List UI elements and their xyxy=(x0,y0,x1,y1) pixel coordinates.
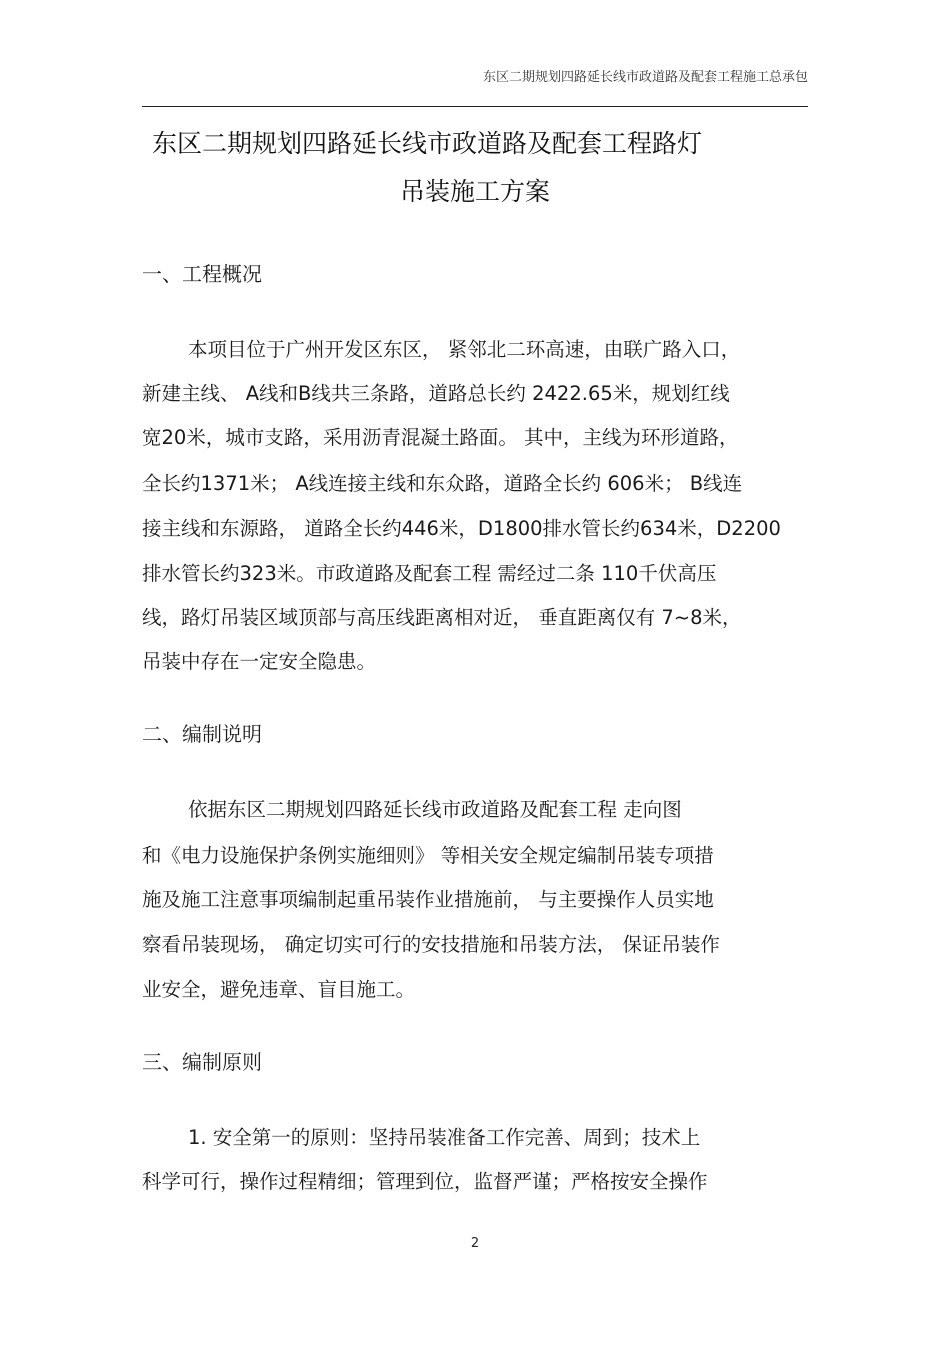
document-title-line-2: 吊装施工方案 xyxy=(399,177,550,206)
document-title-line-1: 东区二期规划四路延长线市政道路及配套工程路灯 xyxy=(152,129,703,158)
section-heading-compilation-principles: 三、编制原则 xyxy=(142,1050,262,1074)
paragraph-line: 科学可行，操作过程精细；管理到位，监督严谨；严格按安全操作 xyxy=(142,1170,708,1193)
paragraph-line: 施及施工注意事项编制起重吊装作业措施前， 与主要操作人员实地 xyxy=(142,888,714,911)
paragraph-line: 新建主线、 A线和B线共三条路，道路总长约 2422.65米，规划红线 xyxy=(142,382,730,405)
paragraph-line: 依据东区二期规划四路延长线市政道路及配套工程 走向图 xyxy=(188,798,682,821)
paragraph-line: 吊装中存在一定安全隐患。 xyxy=(142,650,377,673)
paragraph-line: 1. 安全第一的原则：坚持吊装准备工作完善、周到；技术上 xyxy=(188,1126,701,1149)
paragraph-line: 全长约1371米； A线连接主线和东众路，道路全长约 606米； B线连 xyxy=(142,472,743,495)
page-number: 2 xyxy=(470,1236,480,1251)
section-heading-compilation-notes: 二、编制说明 xyxy=(142,722,262,746)
running-header: 东区二期规划四路延长线市政道路及配套工程施工总承包 xyxy=(482,70,808,85)
paragraph-line: 本项目位于广州开发区东区， 紧邻北二环高速，由联广路入口， xyxy=(188,338,741,361)
paragraph-line: 线，路灯吊装区域顶部与高压线距离相对近， 垂直距离仅有 7~8米， xyxy=(142,606,742,629)
paragraph-line: 察看吊装现场， 确定切实可行的安技措施和吊装方法， 保证吊装作 xyxy=(142,933,720,956)
paragraph-line: 宽20米，城市支路，采用沥青混凝土路面。 其中，主线为环形道路， xyxy=(142,426,739,449)
header-divider xyxy=(142,106,808,107)
paragraph-line: 和《电力设施保护条例实施细则》 等相关安全规定编制吊装专项措 xyxy=(142,844,714,867)
section-heading-overview: 一、工程概况 xyxy=(142,262,262,286)
paragraph-line: 排水管长约323米。市政道路及配套工程 需经过二条 110千伏高压 xyxy=(142,562,717,585)
paragraph-line: 业安全，避免违章、盲目施工。 xyxy=(142,978,416,1001)
paragraph-line: 接主线和东源路， 道路全长约446米，D1800排水管长约634米，D2200 xyxy=(142,517,781,540)
